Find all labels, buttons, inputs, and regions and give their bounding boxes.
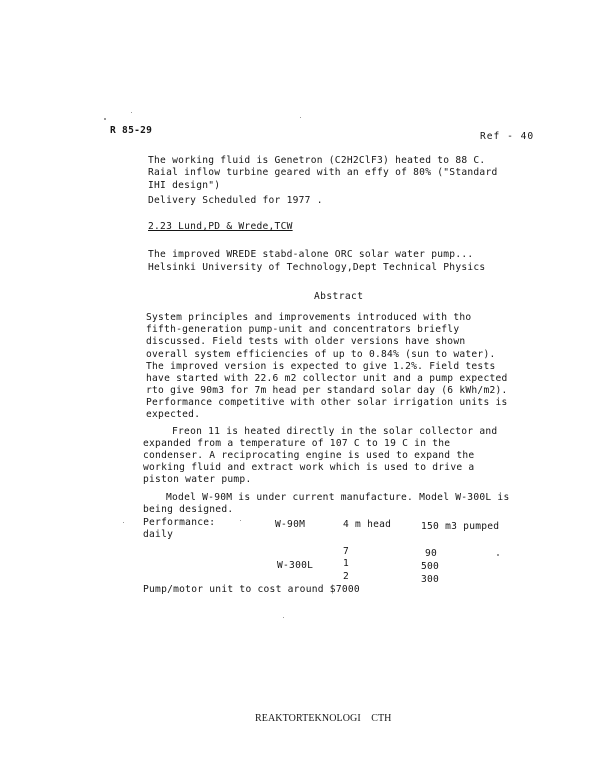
scan-speck	[300, 117, 301, 118]
abstract-p1-line-8: Performance competitive with other solar irrigation units is	[146, 397, 508, 408]
abstract-p1-line-3: discussed. Field tests with older versions have shown	[146, 336, 466, 347]
abstract-p1-line-5: The improved version is expected to give 1.2%. Field tests	[146, 361, 496, 372]
abstract-p1-line-7: rto give 90m3 for 7m head per standard solar day (6 kWh/m2).	[146, 385, 508, 396]
scan-speck	[123, 522, 124, 523]
performance-label: Performance:	[143, 517, 216, 528]
report-number: R 85-29	[110, 125, 153, 136]
reference-number: Ref - 40	[480, 131, 535, 142]
entry1-line-3: IHI design")	[148, 180, 221, 191]
abstract-p3-line-1: Model W-90M is under current manufacture. Model W-300L is	[166, 492, 510, 503]
volume-value-2: 500	[421, 561, 440, 572]
scan-speck	[283, 617, 284, 618]
head-value-1: 7	[343, 546, 350, 557]
scan-speck	[104, 118, 106, 120]
abstract-p1-line-1: System principles and improvements introduced with tho	[146, 312, 472, 323]
scan-speck	[497, 554, 499, 556]
abstract-p1-line-6: have started with 22.6 m2 collector unit and a pump expected	[146, 373, 508, 384]
footer-institution: REAKTORTEKNOLOGI CTH	[255, 713, 392, 724]
abstract-p2-line-2: expanded from a temperature of 107 C to 19 C in the	[143, 438, 451, 449]
volume-value-1: 90	[425, 548, 438, 559]
scan-speck	[131, 112, 132, 113]
model-w90m: W-90M	[275, 519, 306, 530]
abstract-p1-line-4: overall system efficiencies of up to 0.84% (sun to water).	[146, 349, 496, 360]
entry1-line-1: The working fluid is Genetron (C2H2ClF3) heated to 88 C.	[148, 155, 486, 166]
abstract-p1-line-2: fifth-generation pump-unit and concentrators briefly	[146, 324, 460, 335]
scan-speck	[240, 520, 241, 521]
paper-title: The improved WREDE stabd-alone ORC solar water pump...	[148, 249, 474, 260]
abstract-p3-line-2: being designed.	[143, 504, 234, 515]
entry1-line-2: Raial inflow turbine geared with an effy of 80% ("Standard	[148, 167, 498, 178]
abstract-p2-line-5: piston water pump.	[143, 474, 252, 485]
abstract-p2-line-3: condenser. A reciprocating engine is used to expand the	[143, 450, 475, 461]
entry1-line-4: Delivery Scheduled for 1977 .	[148, 195, 323, 206]
head-value-2: 1	[343, 558, 350, 569]
paper-affiliation: Helsinki University of Technology,Dept Technical Physics	[148, 262, 486, 273]
pumped-w90m: 150 m3 pumped	[421, 521, 500, 532]
abstract-p2-line-4: working fluid and extract work which is used to drive a	[143, 462, 475, 473]
model-w300l: W-300L	[277, 560, 314, 571]
head-value-3: 2	[343, 571, 350, 582]
head-w90m: 4 m head	[343, 519, 392, 530]
cost-line: Pump/motor unit to cost around $7000	[143, 584, 360, 595]
abstract-p1-line-9: expected.	[146, 409, 201, 420]
entry-heading: 2.23 Lund,PD & Wrede,TCW	[148, 221, 293, 232]
abstract-label: Abstract	[314, 291, 364, 302]
volume-value-3: 300	[421, 574, 440, 585]
abstract-p2-line-1: Freon 11 is heated directly in the solar collector and	[172, 426, 498, 437]
performance-label-cont: daily	[143, 529, 174, 540]
